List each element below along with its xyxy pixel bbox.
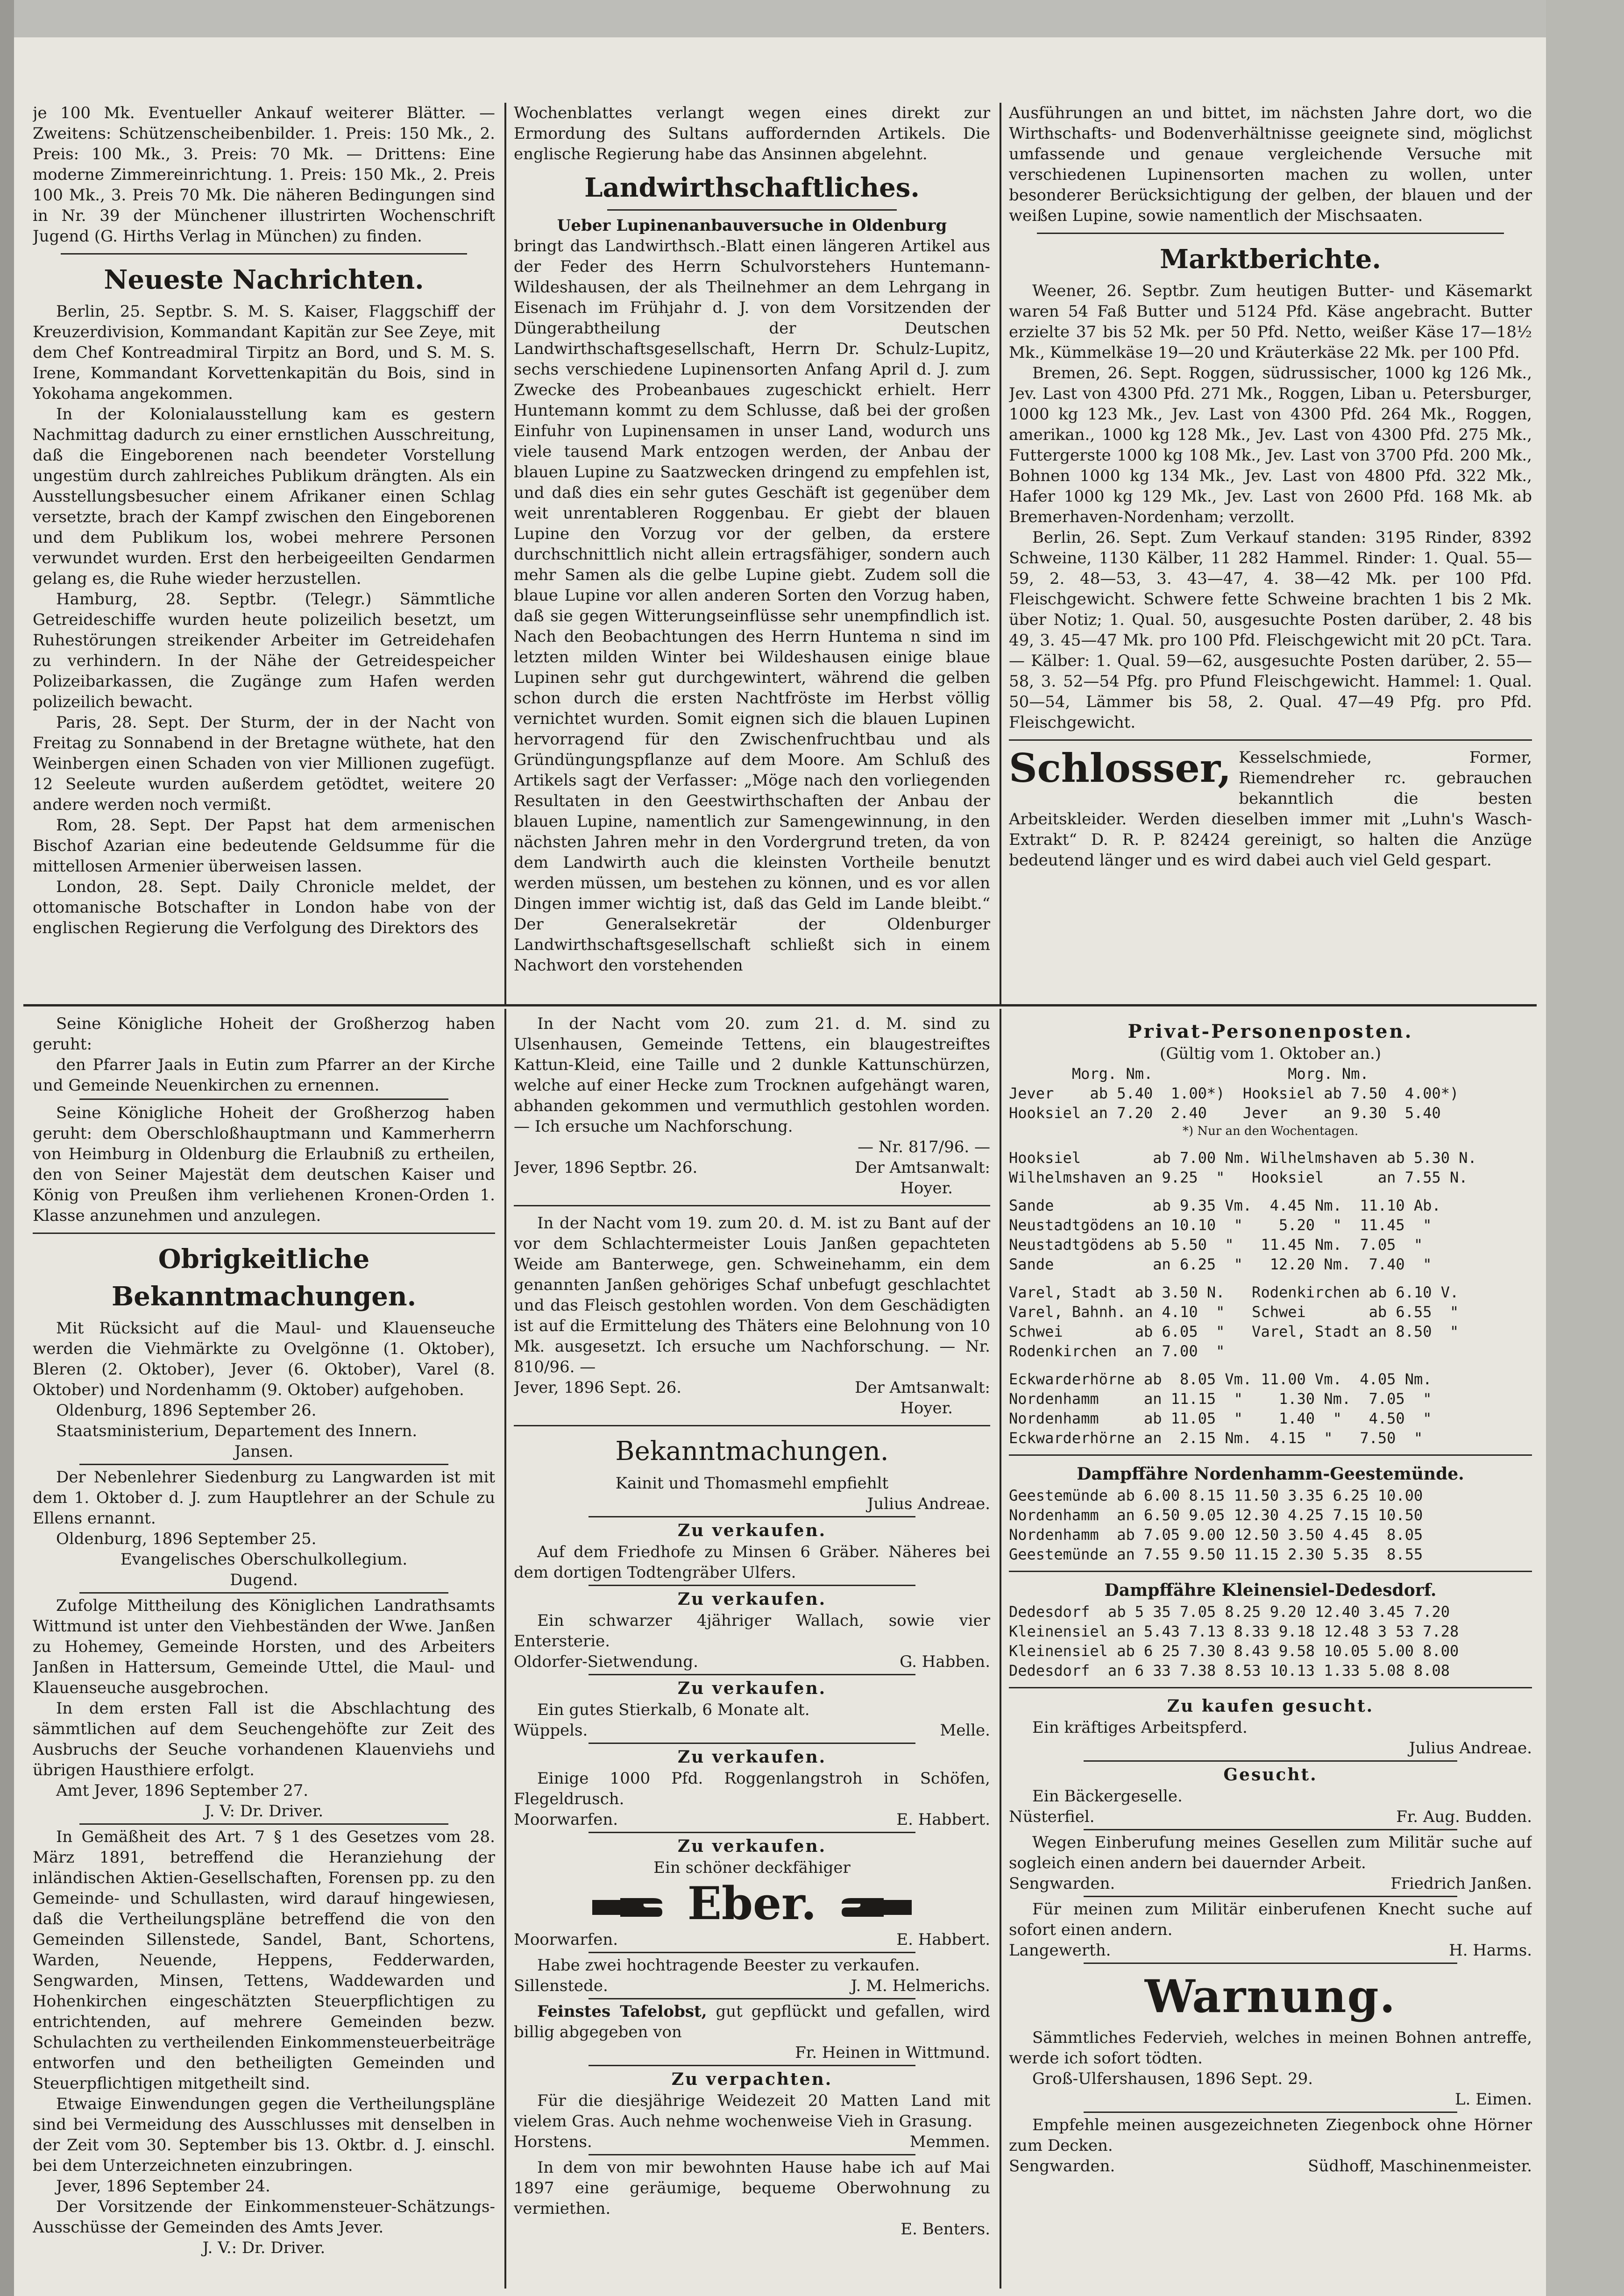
rule	[1084, 1896, 1457, 1897]
lupine-article: bringt das Landwirthsch.-Blatt einen längeren Artikel aus der Feder des Herrn Schulvorstehers Huntemann-Wildeshausen, der als Theilnehmer an dem Lehrgang in Eisenach im Frühjahr d. J. von dem Vorsitzenden der Düngerabtheilung der Deutschen Landwirthschaftsgesellschaft, Herrn Dr. Schulz-Lupitz, sechs verschiedene Lupinensorten Anfang April d. J. zum Zwecke des Probeanbaues zugeschickt erhielt. Herr Huntemann kommt zu dem Schlusse, daß bei der großen Einfuhr von Lupinensamen in unser Land, wodurch uns viele tausend Mark entzogen werden, der Anbau der blauen Lupine zu Saatzwecken dringend zu empfehlen ist, und daß dies ein sehr gutes Geschäft ist gegenüber dem weit unrentableren Roggenbau. Er giebt der blauen Lupine den Vorzug vor der gelben, da erstere durchschnittlich nicht allein ertragsfähiger, sondern auch mehr Samen als die gelbe Lupine giebt. Zudem soll die blaue Lupine vor allen anderen Sorten den Vorzug haben, daß sie gegen Witterungseinflüsse sehr unempfindlich ist. Nach den Beobachtungen des Herrn Huntema n sind im letzten milden Winter bei Wildeshausen einige blaue Lupinen sehr gut durchgewintert, während die gelben schon durch die ersten Nachtfröste im Herbst völlig vernichtet wurden. Somit eignen sich die blauen Lupinen hervorragend für den Zwischenfruchtbau und als Gründüngungspflanze auf dem Moore. Am Schluß des Artikels sagt der Verfasser: „Möge nach den vorliegenden Resultaten in den Geestwirthschaften der Anbau der blauen Lupine, namentlich zur Samengewinnung, in den nächsten Jahren mehr in den Vordergrund treten, da von dem Landwirth auch die kleinsten Vortheile benutzt werden müssen, um bestehen zu können, und es vor allen Dingen immer wichtig ist, daß das Geld im Lande bleibt.“ Der Generalsekretär der Oldenburger Landwirthschaftsgesellschaft schließt sich in einem Nachwort den vorstehenden	[514, 237, 990, 975]
notice-signature: Der Amtsanwalt:	[855, 1378, 990, 1397]
left-page-edge	[0, 0, 14, 2296]
rule	[1037, 233, 1504, 234]
rule	[79, 1098, 448, 1100]
schedule-line: Nordenhamm an 11.15 " 1.30 Nm. 7.05 "	[1009, 1390, 1432, 1408]
lupine-subheading: Ueber Lupinenanbauversuche in Oldenburg	[557, 216, 947, 235]
notice-signature: Evangelisches Oberschulkollegium.	[120, 1550, 408, 1569]
rule	[589, 2065, 915, 2066]
top-column-1	[33, 103, 495, 999]
rule	[514, 1205, 990, 1206]
ad-signature: Julius Andreae.	[1409, 1739, 1532, 1757]
for-sale-heading: Zu verkaufen.	[677, 1521, 827, 1540]
notice-place-date: Jever, 1896 Septbr. 26.	[514, 1158, 698, 1177]
court-notice: Seine Königliche Hoheit der Großherzog haben geruht: dem Oberschloßhauptmann und Kammerherrn von Heimburg in Oldenburg die Erlaubniß zu ertheilen, den von Seiner Majestät dem deutschen Kaiser und König von Preußen ihm verliehenen Kronen-Orden 1. Klasse anzunehmen und anzulegen.	[33, 1104, 495, 1225]
rule	[33, 1233, 495, 1234]
ad-text: Habe zwei hochtragende Beester zu verkaufen.	[537, 1956, 920, 1975]
market-report: Bremen, 26. Sept. Roggen, südrussischer, 1000 kg 126 Mk., Jev. Last von 4300 Pfd. 271 Mk., Roggen, Liban u. Petersburger, 1000 kg 123 Mk., Jev. Last von 4300 Pfd. 264 Mk., Roggen, amerikan., 1000 kg 128 Mk., Jev. Last von 4300 Pfd. 275 Mk., Futtergerste 1000 kg 108 Mk., Jev. Last von 3700 Pfd. 200 Mk., Bohnen 1000 kg 134 Mk., Jev. Last von 4800 Pfd. 322 Mk., Hafer 1000 kg 129 Mk., Jev. Last von 2600 Pfd. 168 Mk. ab Bremerhaven-Nordenham; verzollt.	[1009, 364, 1532, 526]
market-report: Berlin, 26. Sept. Zum Verkauf standen: 3195 Rinder, 8392 Schweine, 1130 Kälber, 11 282 Hammel. Rinder: 1. Qual. 55—59, 2. 48—53, 3. 43—47, 4. 38—42 Mk. per 100 Pfd. Fleischgewicht. Schwere fette Schweine brachten 1 bis 2 Mk. über Notiz; 1. Qual. 50, ausgesuchte Posten darüber, 2. 48 bis 49, 3. 45—47 Mk. pro 100 Pfd. Fleischgewicht mit 20 pCt. Tara. — Kälber: 1. Qual. 59—62, ausgesuchte Posten darüber, 2. 55—58, 3. 52—54 Pfg. pro Pfund Fleischgewicht. Hammel: 1. Qual. 50—54, Lämmer bis 58, 2. Qual. 47—49 Pfg. pro Pfd. Fleischgewicht.	[1009, 528, 1532, 732]
schedule-line: Schwei ab 6.05 " Varel, Stadt an 8.50 "	[1009, 1323, 1459, 1340]
schedule-line: Neustadtgödens an 10.10 " 5.20 " 11.45 "	[1009, 1216, 1432, 1234]
ad-text: Für meinen zum Militär einberufenen Knecht suche auf sofort einen andern.	[1009, 1900, 1532, 1939]
ad-signature: L. Eimen.	[1455, 2090, 1532, 2109]
rule	[589, 1743, 915, 1744]
warning-heading: Warnung.	[1144, 1970, 1397, 2023]
ad-signature-row	[514, 1976, 990, 1996]
pointing-hand-left-icon	[832, 1893, 912, 1921]
rule	[1084, 1760, 1457, 1762]
ad-place: Langewerth.	[1009, 1941, 1111, 1960]
ad-text: Empfehle meinen ausgezeichneten Ziegenbock ohne Hörner zum Decken.	[1009, 2116, 1532, 2155]
ad-text: Ein schwarzer 4jähriger Wallach, sowie vier Entersterie.	[514, 1611, 990, 1651]
lupine-article-continued: Ausführungen an und bittet, im nächsten Jahre dort, wo die Wirthschafts- und Bodenverhältnisse geeignete sind, möglichst umfassende und genaue vergleichende Versuche mit verschiedenen Lupinensorten machen zu wollen, unter besonderer Berücksichtigung der gelben, der blauen und der weißen Lupine, sowie namentlich der Mischsaaten.	[1009, 104, 1532, 225]
for-sale-heading: Zu verkaufen.	[677, 1589, 827, 1609]
rule	[79, 1823, 448, 1825]
ad-signature: G. Habben.	[900, 1652, 990, 1671]
ad-signature-row	[1009, 1807, 1532, 1827]
ad-signature: E. Habbert.	[896, 1810, 990, 1829]
ad-signature-row	[514, 1720, 990, 1741]
schedule-line: Eckwarderhörne ab 8.05 Vm. 11.00 Vm. 4.05 Nm.	[1009, 1370, 1432, 1388]
for-sale-heading: Zu verkaufen.	[677, 1747, 827, 1767]
schedule-footnote: *) Nur an den Wochentagen.	[1182, 1124, 1359, 1138]
rule	[589, 1585, 915, 1586]
news-item: Rom, 28. Sept. Der Papst hat dem armenischen Bischof Azarian eine bedeutende Geldsumme für die mittellosen Armenier überweisen lassen.	[33, 816, 495, 876]
newspaper-page	[14, 37, 1546, 2296]
ad-signature: H. Harms.	[1449, 1941, 1532, 1960]
ferry-line: Nordenhamm an 6.50 9.05 12.30 4.25 7.15 10.50	[1009, 1506, 1423, 1524]
schedule-line: Nordenhamm ab 11.05 " 1.40 " 4.50 "	[1009, 1410, 1432, 1427]
official-notice: Der Nebenlehrer Siedenburg zu Langwarden ist mit dem 1. Oktober d. J. zum Hauptlehrer an der Schule zu Ellens ernannt.	[33, 1468, 495, 1528]
competition-text: je 100 Mk. Eventueller Ankauf weiterer Blätter. — Zweitens: Schützenscheibenbilder. 1. Preis: 150 Mk., 2. Preis: 100 Mk., 3. Preis: 70 Mk. — Drittens: Eine moderne Zimmereinrichtung. 1. Preis: 150 Mk., 2. Preis 100 Mk., 3. Preis 70 Mk. Die näheren Bedingungen sind in Nr. 39 der Münchener illustrirten Wochenschrift Jugend (G. Hirths Verlag in München) zu finden.	[33, 104, 495, 246]
wanted-heading: Gesucht.	[1223, 1765, 1318, 1785]
news-item: Hamburg, 28. Septbr. (Telegr.) Sämmtliche Getreideschiffe wurden heute polizeilich besetzt, um Ruhestörungen streikender Arbeiter im Getreidehafen zu verhindern. In der Nähe der Getreidespeicher Polizeibarkassen, die Zugänge zum Hafen werden polizeilich bewacht.	[33, 590, 495, 711]
schedule-line: Varel, Stadt ab 3.50 N. Rodenkirchen ab 6.10 V.	[1009, 1283, 1459, 1301]
ad-place: Nüsterfiel.	[1009, 1807, 1095, 1826]
rule	[589, 1674, 915, 1675]
ad-signature: E. Habbert.	[896, 1930, 990, 1949]
ad-place: Moorwarfen.	[514, 1810, 618, 1829]
fruit-ad-text: gut gepflückt und gefallen, wird billig abgegeben von	[514, 2002, 990, 2041]
ferry-line: Nordenhamm ab 7.05 9.00 12.50 3.50 4.45 8.05	[1009, 1526, 1423, 1544]
ad-text: Ein kräftiges Arbeitspferd.	[1032, 1718, 1248, 1737]
rule	[514, 1425, 990, 1426]
notice-signature: Staatsministerium, Departement des Innern.	[56, 1422, 418, 1440]
ferry-line: Dedesdorf ab 5 35 7.05 8.25 9.20 12.40 3.45 7.20	[1009, 1603, 1450, 1621]
notice-place-date: Oldenburg, 1896 September 25.	[56, 1530, 317, 1548]
ad-signature-row	[514, 1809, 990, 1830]
ad-signature: J. M. Helmerichs.	[851, 1977, 990, 1995]
schedule-line: Eckwarderhörne an 2.15 Nm. 4.15 " 7.50 "	[1009, 1429, 1423, 1447]
notice-place-date: Amt Jever, 1896 September 27.	[56, 1781, 309, 1800]
ad-signature: Fr. Heinen in Wittmund.	[795, 2043, 990, 2062]
news-item: London, 28. Sept. Daily Chronicle meldet, der ottomanische Botschafter in London habe von der englischen Regierung die Verfolgung des Direktors des	[33, 878, 495, 937]
ferry-line: Kleinensiel ab 6 25 7.30 8.43 9.58 10.05 5.00 8.00	[1009, 1642, 1459, 1660]
notice-signature-name: J. V.: Dr. Driver.	[202, 2239, 326, 2257]
news-heading: Neueste Nachrichten.	[104, 264, 424, 295]
schlosser-ad	[1009, 747, 1532, 871]
rule	[607, 209, 897, 211]
notice-signature-name: Jansen.	[234, 1442, 294, 1461]
rule	[1009, 739, 1532, 741]
wanted-to-buy-heading: Zu kaufen gesucht.	[1167, 1696, 1374, 1716]
rule	[61, 253, 467, 255]
schedule-line: Hooksiel an 7.20 2.40 Jever an 9.30 5.40	[1009, 1104, 1441, 1122]
ferry-line: Geestemünde an 7.55 9.50 11.15 2.30 5.35 8.55	[1009, 1545, 1423, 1563]
ferry-line: Dedesdorf an 6 33 7.38 8.53 10.13 1.33 5.08 8.08	[1009, 1662, 1450, 1679]
official-notice: Zufolge Mittheilung des Königlichen Landrathsamts Wittmund ist unter den Viehbeständen der Wwe. Janßen zu Hohemey, Gemeinde Horsten, und des Arbeiters Janßen in Hattersum, Gemeinde Uttel, die Maul- und Klauenseuche ausgebrochen.	[33, 1596, 495, 1697]
ad-signature-row	[1009, 1873, 1532, 1894]
bottom-column-divider-2	[1000, 1009, 1001, 2289]
ferry-heading: Dampffähre Kleinensiel-Dedesdorf.	[1104, 1580, 1437, 1600]
notice-place-date: Jever, 1896 Sept. 26.	[514, 1378, 682, 1397]
market-report: Weener, 26. Septbr. Zum heutigen Butter- und Käsemarkt waren 54 Faß Butter und 5124 Pfd. Käse angebracht. Butter erzielte 37 bis 52 Mk. per 50 Pfd. Netto, weißer Käse 17—18½ Mk., Kümmelkäse 19—20 und Kräuterkäse 22 Mk. per 100 Pfd.	[1009, 282, 1532, 362]
ad-signature: Memmen.	[909, 2133, 990, 2151]
post-schedule-heading: Privat-Personenposten.	[1128, 1020, 1413, 1042]
top-column-divider-1	[504, 103, 506, 1004]
official-notice: Mit Rücksicht auf die Maul- und Klauenseuche werden die Viehmärkte zu Ovelgönne (1. Oktober), Bleren (2. Oktober), Jever (6. Oktober), Varel (8. Oktober) und Nordenhamm (9. Oktober) aufgehoben.	[33, 1319, 495, 1399]
rule	[1084, 1963, 1457, 1964]
rule	[589, 1832, 915, 1833]
fruit-ad	[514, 2001, 990, 2042]
rule	[1084, 1829, 1457, 1830]
theft-notice: In der Nacht vom 19. zum 20. d. M. ist zu Bant auf der vor dem Schlachtermeister Louis Janßen gepachteten Weide am Banterwege, gen. Schweinehamm, ein dem genannten Janßen gehöriges Schaf unbefugt geschlachtet und das Fleisch gestohlen worden. Von dem Geschädigten ist auf die Ermittelung des Thäters eine Belohnung von 10 Mk. ausgesetzt. Ich ersuche um Nachforschung. — Nr. 810/96. —	[514, 1214, 990, 1376]
top-column-divider-2	[1000, 103, 1001, 1004]
rule	[1009, 1687, 1532, 1688]
ad-text: Für die diesjährige Weidezeit 20 Matten Land mit vielem Gras. Auch nehme wochenweise Vieh in Grasung.	[514, 2091, 990, 2131]
schedule-line: Hooksiel ab 7.00 Nm. Wilhelmshaven ab 5.30 N.	[1009, 1149, 1477, 1167]
ad-text: Wegen Einberufung meines Gesellen zum Militär suche auf sogleich einen andern bei dauernder Arbeit.	[1009, 1833, 1532, 1872]
ad-place-date: Groß-Ulfershausen, 1896 Sept. 29.	[1032, 2069, 1313, 2088]
signature-row	[514, 1377, 990, 1398]
ad-signature-row	[514, 2132, 990, 2152]
court-notice-line: Seine Königliche Hoheit der Großherzog haben geruht:	[33, 1014, 495, 1054]
schlosser-ad-text: Kesselschmiede, Former, Riemendreher rc. gebrauchen bekanntlich die besten Arbeitskleider. Werden dieselben immer mit „Luhn's Wasch-Extrakt“ D. R. P. 82424 gereinigt, so halten die Anzüge bedeutend länger und es wird dabei auch viel Geld gespart.	[1009, 748, 1532, 870]
notice-place-date: Jever, 1896 September 24.	[56, 2177, 270, 2196]
top-column-3	[1009, 103, 1532, 999]
notice-signature-name: Hoyer.	[900, 1179, 953, 1198]
schedule-line: Wilhelmshaven an 9.25 " Hooksiel an 7.55 N.	[1009, 1169, 1468, 1186]
market-heading: Marktberichte.	[1160, 244, 1381, 275]
ad-text: Kainit und Thomasmehl empfiehlt	[615, 1474, 889, 1493]
ad-place: Sillenstede.	[514, 1977, 608, 1995]
theft-notice: In der Nacht vom 20. zum 21. d. M. sind zu Ulsenhausen, Gemeinde Tettens, ein blaugestreiftes Kattun-Kleid, eine Taille und 2 dunkle Kattunschürzen, welche auf einer Hecke zum Trocknen aufgehängt waren, abhanden gekommen und vermuthlich gestohlen worden. — Ich ersuche um Nachforschung.	[514, 1014, 990, 1136]
ad-signature: Südhoff, Maschinenmeister.	[1308, 2157, 1532, 2176]
fruit-ad-title: Feinstes Tafelobst,	[537, 2002, 707, 2021]
schedule-line: Rodenkirchen an 7.00 "	[1009, 1342, 1225, 1360]
rule	[79, 1592, 448, 1594]
rule	[589, 1998, 915, 1999]
for-sale-heading: Zu verkaufen.	[677, 1836, 827, 1856]
boar-ad-title: Eber.	[687, 1877, 817, 1930]
bottom-column-3	[1009, 1013, 1532, 2289]
ad-signature: Fr. Aug. Budden.	[1396, 1807, 1532, 1826]
ad-signature-row	[514, 1651, 990, 1672]
news-item: Berlin, 25. Septbr. S. M. S. Kaiser, Flaggschiff der Kreuzerdivision, Kommandant Kapitän zur See Zeye, mit dem Chef Kontreadmiral Tirpitz an Bord, und S. M. S. Irene, Kommandant Korvettenkapitän du Bois, sind in Yokohama angekommen.	[33, 302, 495, 403]
schedule-line: Jever ab 5.40 1.00*) Hooksiel ab 7.50 4.00*)	[1009, 1084, 1459, 1102]
boar-ad	[514, 1878, 990, 1929]
news-item: Paris, 28. Sept. Der Sturm, der in der Nacht von Freitag zu Sonnabend in der Bretagne wüthete, hat den Weinbergen einen Schaden von vier Millionen zugefügt. 12 Seeleute wurden außerdem getödtet, weitere 20 andere werden noch vermißt.	[33, 713, 495, 814]
court-notice-line: den Pfarrer Jaals in Eutin zum Pfarrer an der Kirche und Gemeinde Neuenkirchen zu ernennen.	[33, 1056, 495, 1095]
section-divider	[23, 1004, 1537, 1006]
ad-place: Oldorfer-Sietwendung.	[514, 1652, 698, 1671]
notice-signature: Der Vorsitzende der Einkommensteuer-Schätzungs-Ausschüsse der Gemeinden des Amts Jever.	[33, 2197, 495, 2237]
ad-place: Wüppels.	[514, 1721, 588, 1740]
schedule-line: Neustadtgödens ab 5.50 " 11.45 Nm. 7.05 "	[1009, 1236, 1423, 1254]
ad-signature: Friedrich Janßen.	[1390, 1874, 1532, 1893]
signature-row	[514, 1157, 990, 1178]
bottom-column-2	[514, 1013, 990, 2289]
notice-signature: J. V: Dr. Driver.	[204, 1802, 324, 1821]
ad-place: Moorwarfen.	[514, 1930, 618, 1949]
notice-place-date: Oldenburg, 1896 September 26.	[56, 1401, 317, 1420]
ad-signature: E. Benters.	[901, 2220, 990, 2239]
pointing-hand-right-icon	[592, 1893, 672, 1921]
ad-text: Sämmtliches Federvieh, welches in meinen Bohnen antreffe, werde ich sofort tödten.	[1009, 2028, 1532, 2068]
rule	[589, 1952, 915, 1953]
ferry-heading: Dampffähre Nordenhamm-Geestemünde.	[1077, 1464, 1464, 1484]
notice-signature-name: Hoyer.	[900, 1399, 953, 1417]
official-notice: Etwaige Einwendungen gegen die Vertheilungspläne sind bei Vermeidung des Ausschlusses mit denselben in der Zeit vom 30. September bis 13. Oktbr. d. J. einschl. bei dem Unterzeichneten einzubringen.	[33, 2095, 495, 2175]
ad-text: Auf dem Friedhofe zu Minsen 6 Gräber. Näheres bei dem dortigen Todtengräber Ulfers.	[514, 1543, 990, 1582]
ad-text: Einige 1000 Pfd. Roggenlangstroh in Schöfen, Flegeldrusch.	[514, 1769, 990, 1808]
ad-place: Sengwarden.	[1009, 2157, 1115, 2176]
official-notices-heading: Obrigkeitliche Bekanntmachungen.	[111, 1244, 417, 1312]
ferry-line: Geestemünde ab 6.00 8.15 11.50 3.35 6.25 10.00	[1009, 1487, 1423, 1504]
ad-text: Ein schöner deckfähiger	[653, 1858, 851, 1877]
ad-signature-row	[1009, 1940, 1532, 1961]
rule	[589, 1516, 915, 1517]
notice-signature: Der Amtsanwalt:	[855, 1158, 990, 1177]
rule	[1009, 1571, 1532, 1572]
official-notice: In dem ersten Fall ist die Abschlachtung des sämmtlichen auf dem Seuchengehöfte zur Zeit des Ausbruchs der Seuche vorhandenen Klauenviehs und übrigen Hausthiere erfolgt.	[33, 1699, 495, 1779]
for-sale-heading: Zu verkaufen.	[677, 1679, 827, 1698]
schedule-line: Varel, Bahnh. an 4.10 " Schwei ab 6.55 "	[1009, 1303, 1459, 1321]
official-notice: In Gemäßheit des Art. 7 § 1 des Gesetzes vom 28. März 1891, betreffend die Heranziehung der inländischen Aktien-Gesellschaften, Forensen pp. zu den Gemeinde- und Schullasten, wird darauf hingewiesen, daß die Vertheilungspläne betreffend die von den Gemeinden Sillenstede, Sandel, Bant, Schortens, Warden, Neuende, Heppens, Fedderwarden, Sengwarden, Minsen, Tettens, Waddewarden und Hohenkirchen eingeschätzten Steuerpflichtigen zu entrichtenden, auf mehrere Gemeinden bezw. Schulachten zu vertheilenden Einkommensteuerbeiträge entworfen und den betheiligten Gemeinden und Steuerpflichtigen mitgetheilt sind.	[33, 1828, 495, 2093]
schedule-line: Sande ab 9.35 Vm. 4.45 Nm. 11.10 Ab.	[1009, 1197, 1441, 1214]
agriculture-heading: Landwirthschaftliches.	[584, 172, 920, 203]
ferry-line: Kleinensiel an 5.43 7.13 8.33 9.18 12.48 3 53 7.28	[1009, 1623, 1459, 1640]
news-continuation: Wochenblattes verlangt wegen eines direkt zur Ermordung des Sultans auffordernden Artikels. Die englische Regierung habe das Ansinnen abgelehnt.	[514, 104, 990, 163]
ad-place: Sengwarden.	[1009, 1874, 1115, 1893]
ad-signature-row	[514, 1929, 990, 1950]
for-lease-heading: Zu verpachten.	[671, 2069, 833, 2089]
schedule-validity: (Gültig vom 1. Oktober an.)	[1159, 1044, 1382, 1063]
ad-text: Ein gutes Stierkalb, 6 Monate alt.	[537, 1701, 810, 1719]
rule	[1084, 2112, 1457, 2113]
schlosser-ad-title: Schlosser,	[1009, 745, 1232, 791]
right-page-edge	[1546, 0, 1624, 2296]
rule	[589, 2154, 915, 2155]
ad-signature: Julius Andreae.	[867, 1495, 990, 1513]
schedule-header: Morg. Nm. Morg. Nm.	[1009, 1065, 1369, 1083]
ad-signature-row	[1009, 2156, 1532, 2176]
rule	[1009, 1454, 1532, 1456]
ad-signature: Melle.	[940, 1721, 990, 1740]
ad-place: Horstens.	[514, 2133, 592, 2151]
news-item: In der Kolonialausstellung kam es gestern Nachmittag dadurch zu einer ernstlichen Ausschreitung, daß die Eingeborenen nach beendeter Vorstellung ungestüm durch zahlreiches Publikum drängten. Als ein Ausstellungsbesucher einem Afrikaner einen Schlag versetzte, brach der Kampf zwischen den Eingeborenen und dem Publikum los, wobei mehrere Personen verwundet wurden. Erst den herbeigeeilten Gendarmen gelang es, die Ruhe wieder herzustellen.	[33, 405, 495, 588]
ad-text: In dem von mir bewohnten Hause habe ich auf Mai 1897 eine geräumige, bequeme Oberwohnung zu vermiethen.	[514, 2158, 990, 2218]
case-number: — Nr. 817/96. —	[858, 1138, 990, 1156]
notice-signature-name: Dugend.	[230, 1571, 298, 1589]
ad-text: Ein Bäckergeselle.	[1032, 1787, 1183, 1806]
schedule-line: Sande an 6.25 " 12.20 Nm. 7.40 "	[1009, 1255, 1432, 1273]
top-column-2	[514, 103, 990, 999]
bottom-column-1	[33, 1013, 495, 2289]
bottom-column-divider-1	[504, 1009, 506, 2289]
announcements-heading: Bekanntmachungen.	[615, 1436, 889, 1467]
rule	[79, 1464, 448, 1465]
